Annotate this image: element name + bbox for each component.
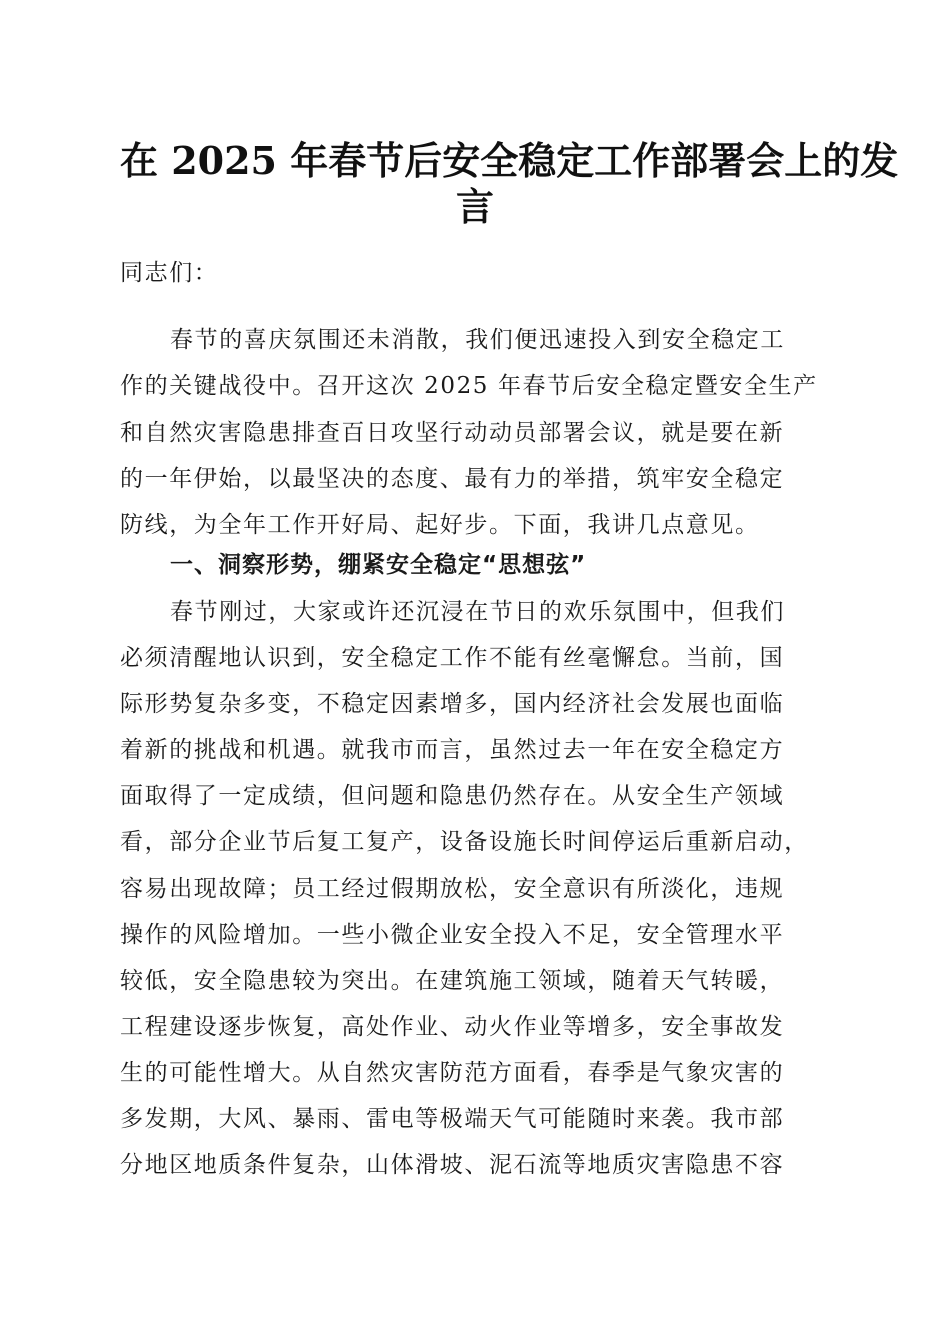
paragraph-line: 必须清醒地认识到，安全稳定工作不能有丝毫懈怠。当前，国: [120, 645, 785, 671]
paragraph-line: 工程建设逐步恢复，高处作业、动火作业等增多，安全事故发: [120, 1014, 785, 1040]
paragraph-line: 春节的喜庆氛围还未消散，我们便迅速投入到安全稳定工: [170, 327, 785, 353]
paragraph-line: 操作的风险增加。一些小微企业安全投入不足，安全管理水平: [120, 922, 785, 948]
salutation: 同志们：: [120, 260, 219, 286]
paragraph-line: 际形势复杂多变，不稳定因素增多，国内经济社会发展也面临: [120, 691, 785, 717]
document-title-line-2: 言: [455, 184, 494, 229]
paragraph-line: 看，部分企业节后复工复产，设备设施长时间停运后重新启动，: [120, 829, 809, 855]
section-heading: 一、洞察形势，绷紧安全稳定“思想弦”: [170, 552, 587, 578]
paragraph-line: 和自然灾害隐患排查百日攻坚行动动员部署会议，就是要在新: [120, 420, 785, 446]
paragraph-line: 面取得了一定成绩，但问题和隐患仍然存在。从安全生产领域: [120, 783, 785, 809]
paragraph-line: 生的可能性增大。从自然灾害防范方面看，春季是气象灾害的: [120, 1060, 785, 1086]
paragraph-line: 防线，为全年工作开好局、起好步。下面，我讲几点意见。: [120, 512, 760, 538]
paragraph-line: 春节刚过，大家或许还沉浸在节日的欢乐氛围中，但我们: [170, 599, 785, 625]
paragraph-line: 多发期，大风、暴雨、雷电等极端天气可能随时来袭。我市部: [120, 1106, 785, 1132]
paragraph-line: 着新的挑战和机遇。就我市而言，虽然过去一年在安全稳定方: [120, 737, 785, 763]
paragraph-line: 作的关键战役中。召开这次 2025 年春节后安全稳定暨安全生产: [120, 373, 818, 399]
paragraph-line: 较低，安全隐患较为突出。在建筑施工领域，随着天气转暖，: [120, 968, 785, 994]
paragraph-line: 分地区地质条件复杂，山体滑坡、泥石流等地质灾害隐患不容: [120, 1152, 785, 1178]
paragraph-line: 的一年伊始，以最坚决的态度、最有力的举措，筑牢安全稳定: [120, 466, 785, 492]
document-title-line-1: 在 2025 年春节后安全稳定工作部署会上的发: [120, 138, 899, 183]
paragraph-line: 容易出现故障；员工经过假期放松，安全意识有所淡化，违规: [120, 876, 785, 902]
